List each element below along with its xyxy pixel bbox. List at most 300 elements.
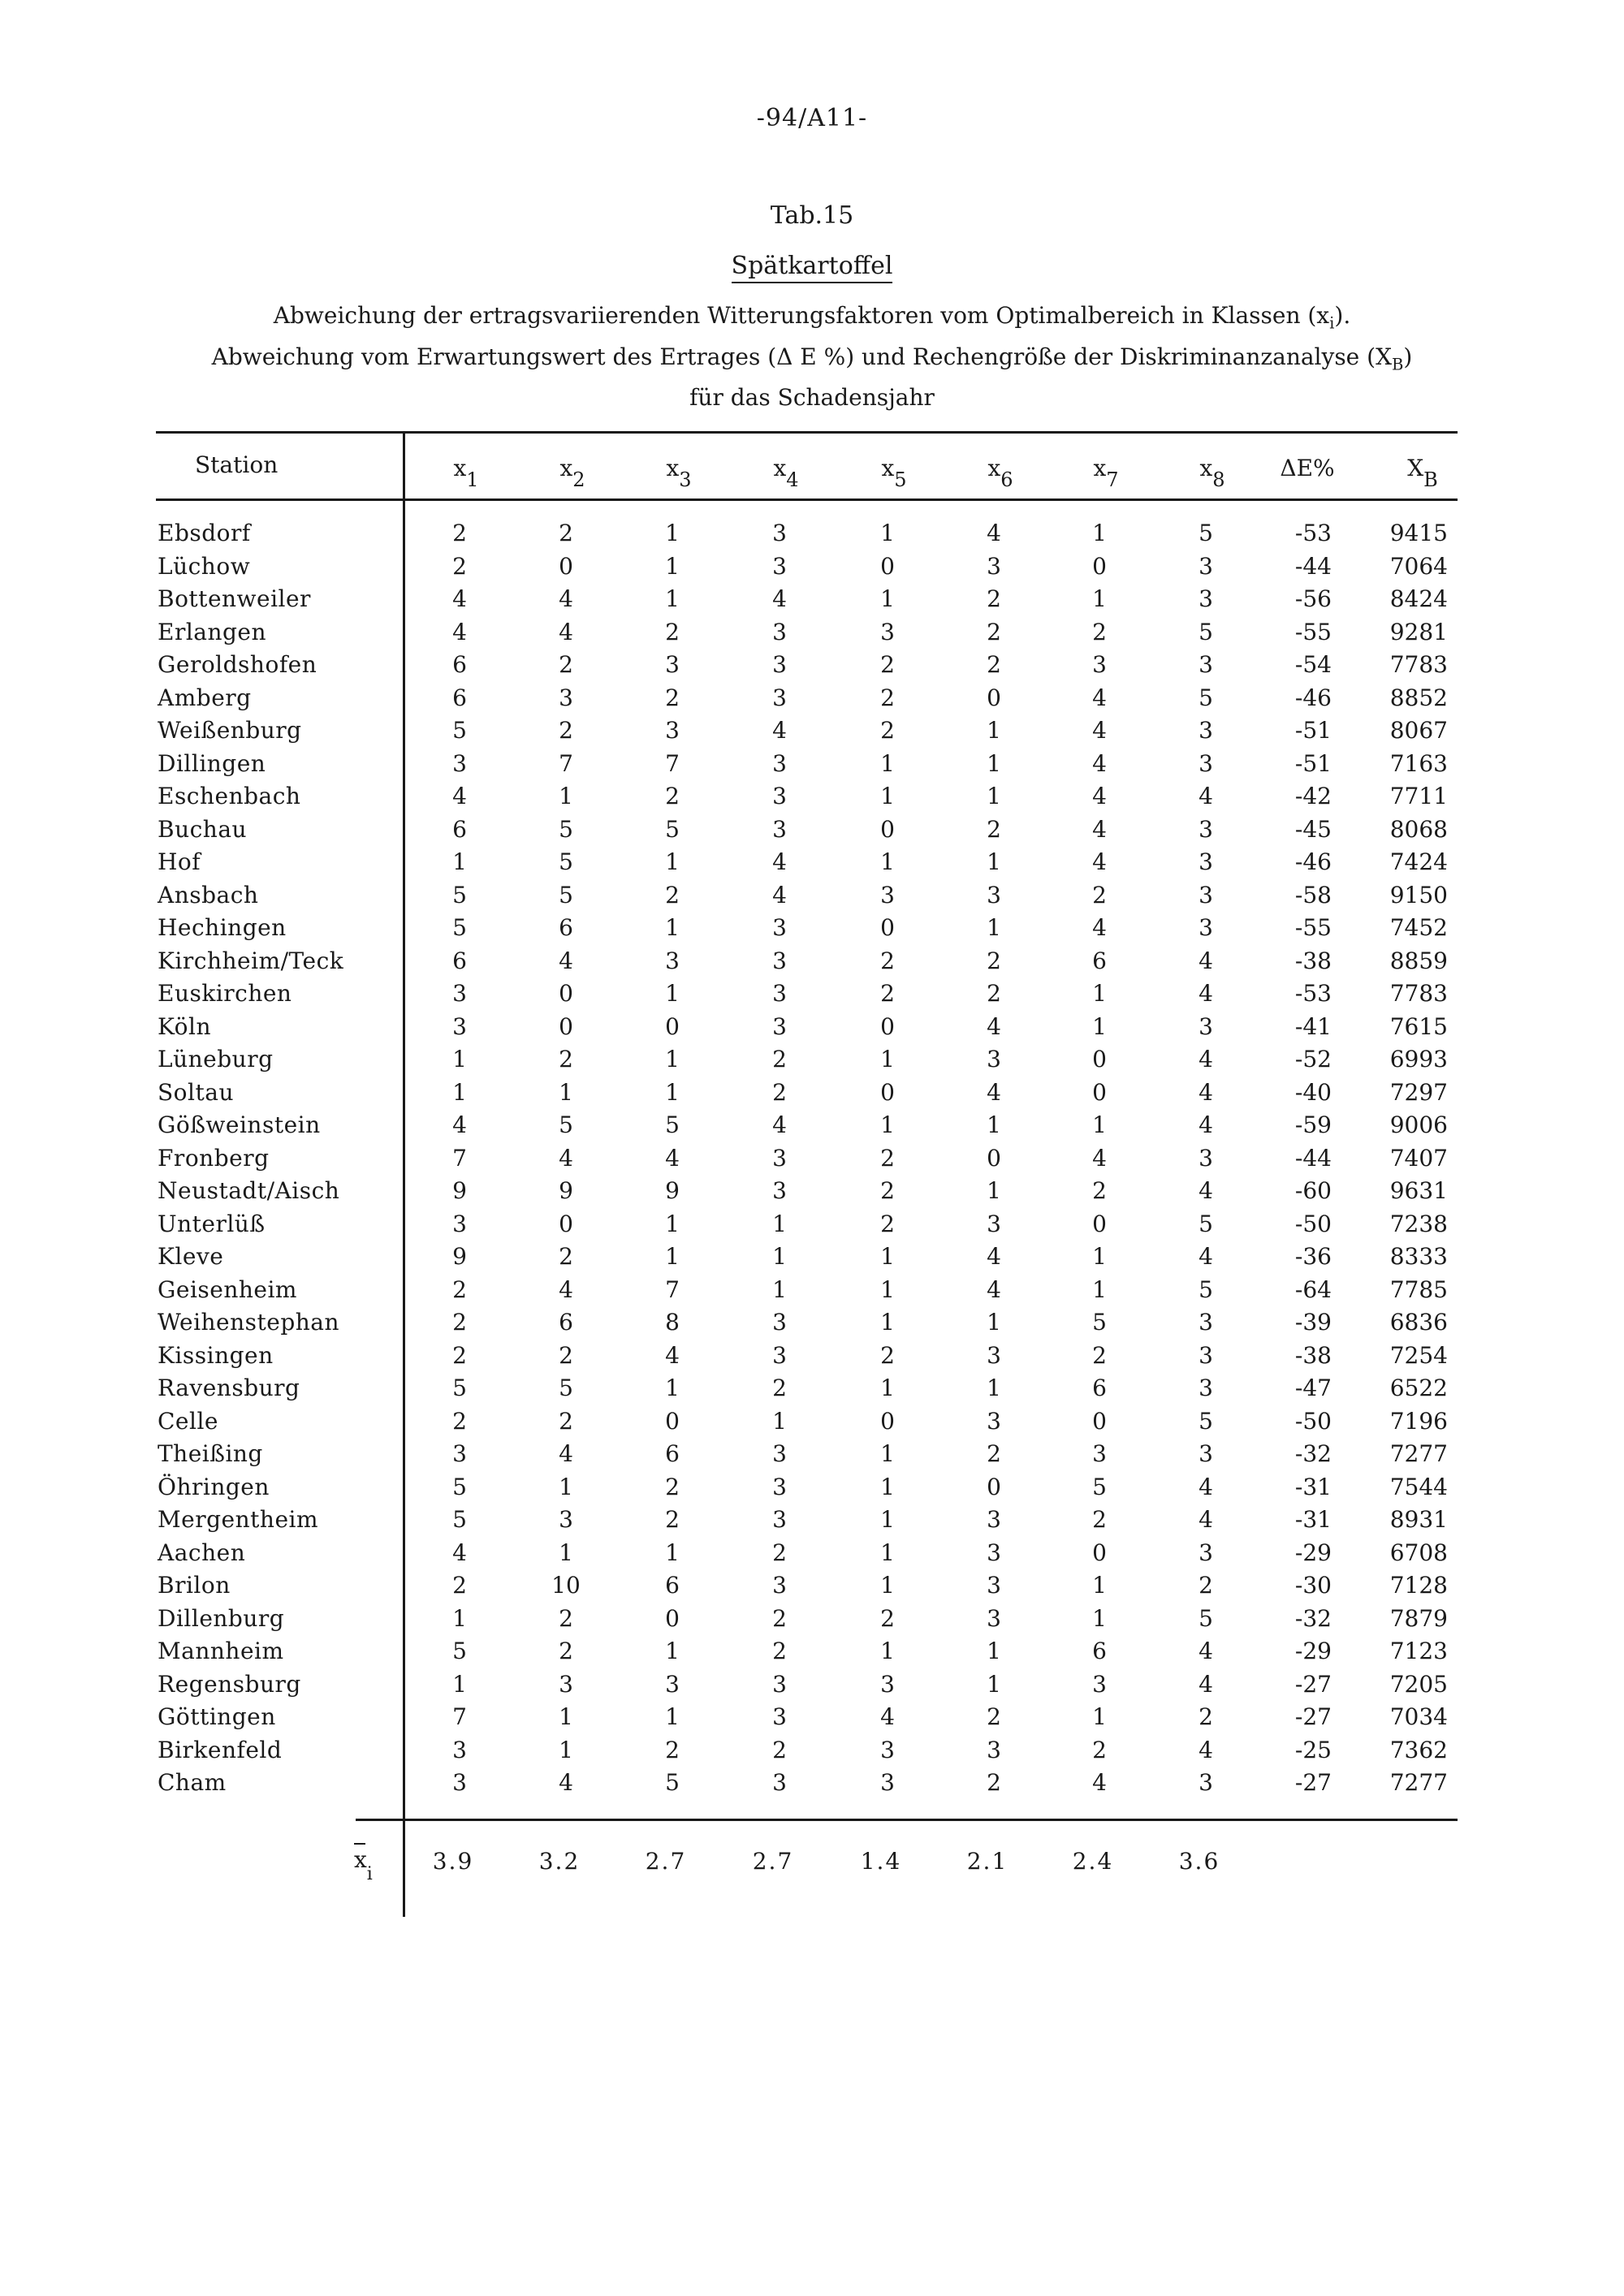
cell-xb: 7615 [1389, 1012, 1448, 1040]
cell-x3: 2 [665, 684, 680, 711]
cell-x2: 9 [559, 1177, 573, 1204]
caption-line-1-end: ). [1334, 302, 1351, 329]
cell-x5: 2 [880, 651, 895, 678]
cell-x1: 7 [452, 1144, 467, 1172]
cell-delta-e: -64 [1294, 1275, 1332, 1303]
table-row [0, 520, 1624, 552]
cell-x3: 5 [665, 1769, 680, 1796]
caption-line-2-end: ) [1403, 343, 1413, 370]
cell-xb: 7711 [1389, 783, 1448, 809]
cell-x5: 1 [880, 1572, 895, 1599]
cell-x3: 4 [665, 1144, 680, 1172]
cell-x7: 3 [1092, 1440, 1107, 1467]
table-row [0, 816, 1624, 848]
table-row [0, 980, 1624, 1012]
station-name: Ansbach [158, 881, 259, 908]
cell-x2: 2 [559, 1341, 573, 1369]
table-row [0, 619, 1624, 651]
cell-x8: 3 [1199, 1375, 1213, 1401]
cell-x4: 2 [772, 1046, 787, 1072]
cell-x1: 1 [452, 1670, 467, 1698]
cell-x1: 2 [452, 1275, 467, 1303]
cell-xb: 8068 [1389, 815, 1448, 843]
cell-x3: 0 [665, 1604, 680, 1632]
station-column-header: Station [195, 451, 279, 478]
table-row [0, 882, 1624, 914]
cell-x3: 2 [665, 783, 680, 809]
cell-x6: 4 [987, 1243, 1001, 1270]
cell-x6: 3 [987, 1341, 1001, 1369]
station-name: Weihenstephan [158, 1309, 340, 1336]
cell-x4: 2 [772, 1375, 787, 1401]
cell-xb: 7783 [1389, 980, 1448, 1007]
station-name: Mergentheim [158, 1506, 319, 1533]
cell-x4: 3 [772, 1572, 787, 1599]
cell-delta-e: -55 [1294, 914, 1332, 941]
cell-x3: 2 [665, 881, 680, 908]
cell-x8: 3 [1199, 585, 1213, 612]
cell-x5: 1 [880, 585, 895, 612]
table-row [0, 1408, 1624, 1440]
cell-x7: 1 [1092, 585, 1107, 612]
cell-x3: 9 [665, 1177, 680, 1204]
cell-x1: 3 [452, 980, 467, 1007]
cell-x3: 1 [665, 1539, 680, 1566]
cell-x2: 2 [559, 1046, 573, 1072]
cell-x1: 6 [452, 651, 467, 678]
mean-x5: 1.4 [860, 1848, 902, 1875]
cell-x7: 0 [1092, 552, 1107, 580]
station-name: Theißing [158, 1440, 263, 1467]
table-row [0, 1703, 1624, 1736]
cell-delta-e: -44 [1294, 1144, 1332, 1172]
cell-x3: 1 [665, 1243, 680, 1270]
cell-x2: 4 [559, 585, 573, 612]
station-name: Kleve [158, 1243, 224, 1270]
mean-row-label [354, 1843, 373, 1884]
cell-delta-e: -32 [1294, 1440, 1332, 1467]
cell-x6: 3 [987, 1604, 1001, 1632]
cell-x4: 2 [772, 1638, 787, 1664]
cell-x3: 0 [665, 1012, 680, 1040]
cell-xb: 7879 [1389, 1604, 1448, 1632]
table-top-rule [156, 431, 1458, 434]
cell-x5: 0 [880, 815, 895, 843]
cell-x2: 5 [559, 1111, 573, 1138]
cell-x6: 3 [987, 881, 1001, 908]
cell-x5: 3 [880, 618, 895, 645]
cell-x2: 3 [559, 1670, 573, 1698]
cell-x7: 4 [1092, 717, 1107, 744]
cell-x2: 2 [559, 1638, 573, 1664]
cell-delta-e: -54 [1294, 651, 1332, 678]
cell-x8: 3 [1199, 1769, 1213, 1796]
cell-x7: 4 [1092, 914, 1107, 941]
cell-xb: 8852 [1389, 684, 1448, 711]
cell-x3: 8 [665, 1309, 680, 1336]
station-name: Regensburg [158, 1670, 301, 1698]
cell-x2: 3 [559, 684, 573, 711]
cell-x2: 2 [559, 1604, 573, 1632]
caption-line-3: für das Schadensjahr [689, 384, 935, 412]
cell-x2: 0 [559, 980, 573, 1007]
cell-delta-e: -46 [1294, 848, 1332, 875]
cell-x3: 2 [665, 618, 680, 645]
cell-x2: 7 [559, 749, 573, 777]
cell-x5: 4 [880, 1703, 895, 1730]
cell-delta-e: -56 [1294, 585, 1332, 612]
cell-x2: 5 [559, 815, 573, 843]
cell-x7: 1 [1092, 1703, 1107, 1730]
cell-x1: 5 [452, 1638, 467, 1664]
cell-x4: 3 [772, 1769, 787, 1796]
table-row [0, 1243, 1624, 1275]
table-row [0, 783, 1624, 815]
cell-x4: 3 [772, 684, 787, 711]
cell-xb: 7277 [1389, 1769, 1448, 1796]
cell-x1: 4 [452, 618, 467, 645]
cell-x3: 7 [665, 749, 680, 777]
mean-x2: 3.2 [538, 1848, 581, 1875]
cell-x3: 2 [665, 1473, 680, 1500]
cell-x6: 4 [987, 1012, 1001, 1040]
caption-line-1-text: Abweichung der ertragsvariierenden Witterungsfaktoren vom Optimalbereich in Klassen (x [273, 302, 1330, 329]
cell-xb: 9281 [1389, 618, 1448, 645]
cell-xb: 7128 [1389, 1572, 1448, 1599]
cell-x4: 3 [772, 651, 787, 678]
column-header-3: $x_3$ [666, 455, 692, 491]
station-name: Birkenfeld [158, 1736, 283, 1763]
cell-x7: 1 [1092, 1275, 1107, 1303]
cell-x4: 4 [772, 717, 787, 744]
cell-x6: 2 [987, 651, 1001, 678]
cell-x8: 4 [1199, 1046, 1213, 1072]
cell-xb: 9631 [1389, 1177, 1448, 1204]
cell-x7: 2 [1092, 1341, 1107, 1369]
cell-x7: 5 [1092, 1473, 1107, 1500]
cell-x1: 9 [452, 1243, 467, 1270]
cell-x6: 4 [987, 520, 1001, 546]
cell-delta-e: -60 [1294, 1177, 1332, 1204]
cell-x6: 3 [987, 552, 1001, 580]
station-name: Köln [158, 1012, 212, 1040]
cell-x8: 3 [1199, 717, 1213, 744]
cell-x7: 2 [1092, 881, 1107, 908]
cell-x6: 1 [987, 1638, 1001, 1664]
table-row [0, 914, 1624, 947]
station-name: Ravensburg [158, 1375, 300, 1401]
column-header-5: $x_5$ [881, 455, 907, 491]
cell-x8: 4 [1199, 1111, 1213, 1138]
cell-x6: 4 [987, 1078, 1001, 1106]
cell-x1: 3 [452, 1736, 467, 1763]
column-header-7: $x_7$ [1093, 455, 1119, 491]
cell-x2: 2 [559, 717, 573, 744]
cell-delta-e: -29 [1294, 1638, 1332, 1664]
cell-x7: 1 [1092, 1111, 1107, 1138]
caption-line-1 [0, 299, 1624, 340]
cell-xb: 8067 [1389, 717, 1448, 744]
cell-x6: 1 [987, 749, 1001, 777]
cell-x6: 2 [987, 947, 1001, 974]
cell-x5: 2 [880, 980, 895, 1007]
station-name: Celle [158, 1407, 218, 1435]
cell-x5: 3 [880, 881, 895, 908]
cell-x6: 0 [987, 684, 1001, 711]
mean-x4: 2.7 [752, 1848, 794, 1875]
cell-x2: 0 [559, 1012, 573, 1040]
cell-x5: 1 [880, 1473, 895, 1500]
cell-x6: 3 [987, 1736, 1001, 1763]
cell-x8: 5 [1199, 1210, 1213, 1237]
cell-x3: 1 [665, 1210, 680, 1237]
cell-xb: 7254 [1389, 1341, 1448, 1369]
station-name: Lüneburg [158, 1046, 274, 1072]
cell-x3: 1 [665, 914, 680, 941]
cell-delta-e: -58 [1294, 881, 1332, 908]
cell-x8: 3 [1199, 914, 1213, 941]
cell-x6: 3 [987, 1572, 1001, 1599]
cell-x1: 1 [452, 848, 467, 875]
cell-x1: 5 [452, 881, 467, 908]
cell-x3: 6 [665, 1440, 680, 1467]
cell-xb: 7407 [1389, 1144, 1448, 1172]
cell-xb: 7297 [1389, 1078, 1448, 1106]
cell-xb: 7452 [1389, 914, 1448, 941]
cell-delta-e: -27 [1294, 1703, 1332, 1730]
cell-x2: 5 [559, 848, 573, 875]
cell-delta-e: -52 [1294, 1046, 1332, 1072]
cell-delta-e: -31 [1294, 1506, 1332, 1533]
cell-x7: 0 [1092, 1210, 1107, 1237]
cell-x4: 3 [772, 1703, 787, 1730]
cell-x8: 4 [1199, 1736, 1213, 1763]
cell-x8: 4 [1199, 1506, 1213, 1533]
station-name: Kirchheim/Teck [158, 947, 344, 974]
column-header-2: $x_2$ [559, 455, 585, 491]
cell-x3: 5 [665, 1111, 680, 1138]
cell-x6: 0 [987, 1473, 1001, 1500]
cell-xb: 7064 [1389, 552, 1448, 580]
cell-x8: 3 [1199, 1440, 1213, 1467]
cell-x1: 6 [452, 815, 467, 843]
table-row [0, 684, 1624, 717]
cell-x5: 0 [880, 552, 895, 580]
cell-x3: 1 [665, 1046, 680, 1072]
cell-x4: 1 [772, 1275, 787, 1303]
cell-x7: 0 [1092, 1407, 1107, 1435]
caption-line-1-sub: i [1329, 313, 1335, 333]
cell-x5: 2 [880, 1210, 895, 1237]
cell-x4: 4 [772, 585, 787, 612]
cell-x1: 1 [452, 1046, 467, 1072]
cell-x7: 4 [1092, 815, 1107, 843]
cell-x8: 3 [1199, 1309, 1213, 1336]
cell-x6: 1 [987, 717, 1001, 744]
cell-x5: 2 [880, 1604, 895, 1632]
cell-xb: 7424 [1389, 848, 1448, 875]
cell-x8: 3 [1199, 651, 1213, 678]
table-row [0, 717, 1624, 749]
cell-x3: 1 [665, 1375, 680, 1401]
cell-xb: 7205 [1389, 1670, 1448, 1698]
cell-x5: 2 [880, 947, 895, 974]
cell-x7: 1 [1092, 1604, 1107, 1632]
cell-x1: 2 [452, 1572, 467, 1599]
cell-x7: 6 [1092, 947, 1107, 974]
cell-x5: 1 [880, 1111, 895, 1138]
column-header-1: $x_1$ [453, 455, 479, 491]
cell-x1: 4 [452, 585, 467, 612]
cell-x3: 0 [665, 1407, 680, 1435]
cell-delta-e: -51 [1294, 717, 1332, 744]
cell-x3: 1 [665, 520, 680, 546]
cell-x7: 0 [1092, 1539, 1107, 1566]
cell-x3: 2 [665, 1736, 680, 1763]
cell-xb: 7783 [1389, 651, 1448, 678]
cell-x6: 1 [987, 783, 1001, 809]
cell-x8: 4 [1199, 1638, 1213, 1664]
cell-x7: 1 [1092, 520, 1107, 546]
cell-x3: 1 [665, 848, 680, 875]
cell-delta-e: -44 [1294, 552, 1332, 580]
mean-label-sub: i [366, 1863, 373, 1884]
cell-x5: 1 [880, 749, 895, 777]
cell-xb: 7123 [1389, 1638, 1448, 1664]
cell-xb: 6708 [1389, 1539, 1448, 1566]
cell-x5: 2 [880, 684, 895, 711]
cell-x1: 2 [452, 520, 467, 546]
table-row [0, 1276, 1624, 1309]
cell-x1: 3 [452, 1769, 467, 1796]
cell-x6: 0 [987, 1144, 1001, 1172]
station-name: Unterlüß [158, 1210, 266, 1237]
cell-x8: 3 [1199, 881, 1213, 908]
station-name: Geroldshofen [158, 651, 317, 678]
cell-x8: 4 [1199, 947, 1213, 974]
cell-x7: 6 [1092, 1638, 1107, 1664]
cell-x8: 3 [1199, 848, 1213, 875]
cell-xb: 7277 [1389, 1440, 1448, 1467]
cell-x5: 0 [880, 1012, 895, 1040]
cell-x1: 3 [452, 1012, 467, 1040]
cell-x5: 0 [880, 1407, 895, 1435]
table-row [0, 1375, 1624, 1407]
cell-xb: 9006 [1389, 1111, 1448, 1138]
station-name: Weißenburg [158, 717, 302, 744]
cell-x7: 1 [1092, 980, 1107, 1007]
cell-x7: 0 [1092, 1078, 1107, 1106]
cell-x6: 1 [987, 848, 1001, 875]
page-number: -94/A11- [756, 104, 868, 132]
table-row [0, 1638, 1624, 1670]
cell-x5: 1 [880, 783, 895, 809]
cell-x8: 4 [1199, 980, 1213, 1007]
cell-x2: 2 [559, 1407, 573, 1435]
table-row [0, 1671, 1624, 1703]
mean-x1: 3.9 [432, 1848, 474, 1875]
cell-delta-e: -42 [1294, 783, 1332, 809]
cell-x7: 3 [1092, 1670, 1107, 1698]
cell-x2: 5 [559, 881, 573, 908]
cell-delta-e: -27 [1294, 1769, 1332, 1796]
station-name: Göttingen [158, 1703, 276, 1730]
cell-x8: 2 [1199, 1703, 1213, 1730]
cell-x5: 1 [880, 1275, 895, 1303]
cell-x4: 2 [772, 1539, 787, 1566]
cell-x2: 4 [559, 1144, 573, 1172]
cell-x8: 4 [1199, 1670, 1213, 1698]
cell-x1: 2 [452, 1309, 467, 1336]
cell-x4: 3 [772, 1506, 787, 1533]
station-name: Kissingen [158, 1341, 274, 1369]
cell-x2: 4 [559, 1275, 573, 1303]
cell-x1: 1 [452, 1604, 467, 1632]
cell-x5: 2 [880, 1144, 895, 1172]
cell-delta-e: -59 [1294, 1111, 1332, 1138]
cell-x8: 2 [1199, 1572, 1213, 1599]
cell-x8: 4 [1199, 1078, 1213, 1106]
table-row [0, 1211, 1624, 1243]
cell-x4: 3 [772, 1440, 787, 1467]
cell-x5: 1 [880, 848, 895, 875]
cell-xb: 7238 [1389, 1210, 1448, 1237]
cell-x6: 3 [987, 1210, 1001, 1237]
cell-x1: 4 [452, 1111, 467, 1138]
cell-x4: 2 [772, 1604, 787, 1632]
cell-x3: 3 [665, 651, 680, 678]
cell-x5: 1 [880, 1309, 895, 1336]
station-name: Brilon [158, 1572, 231, 1599]
cell-x7: 4 [1092, 1769, 1107, 1796]
cell-x3: 1 [665, 552, 680, 580]
station-name: Euskirchen [158, 980, 292, 1007]
station-name: Lüchow [158, 552, 251, 580]
cell-x1: 3 [452, 749, 467, 777]
column-header-10: $X_B$ [1407, 455, 1438, 491]
cell-x4: 3 [772, 980, 787, 1007]
cell-x2: 0 [559, 1210, 573, 1237]
cell-x7: 2 [1092, 1177, 1107, 1204]
table-row [0, 848, 1624, 881]
column-header-6: $x_6$ [987, 455, 1013, 491]
cell-x8: 3 [1199, 749, 1213, 777]
station-name: Gößweinstein [158, 1111, 321, 1138]
table-row [0, 1111, 1624, 1144]
table-row [0, 651, 1624, 684]
cell-x6: 2 [987, 618, 1001, 645]
cell-x6: 2 [987, 585, 1001, 612]
cell-x4: 3 [772, 618, 787, 645]
cell-x8: 4 [1199, 1177, 1213, 1204]
cell-x8: 3 [1199, 1539, 1213, 1566]
table-row [0, 1440, 1624, 1473]
cell-x7: 4 [1092, 749, 1107, 777]
cell-x3: 3 [665, 717, 680, 744]
cell-xb: 7196 [1389, 1407, 1448, 1435]
cell-x3: 1 [665, 1078, 680, 1106]
table-row [0, 585, 1624, 618]
cell-delta-e: -39 [1294, 1309, 1332, 1336]
cell-x8: 3 [1199, 1341, 1213, 1369]
cell-x7: 4 [1092, 848, 1107, 875]
cell-xb: 9150 [1389, 881, 1448, 908]
table-row [0, 750, 1624, 783]
cell-x6: 2 [987, 1440, 1001, 1467]
caption-line-2-text: Abweichung vom Erwartungswert des Ertrages (Δ E %) und Rechengröße der Diskriminanzanalyse (X [211, 343, 1393, 370]
station-name: Erlangen [158, 618, 267, 645]
cell-x6: 2 [987, 815, 1001, 843]
